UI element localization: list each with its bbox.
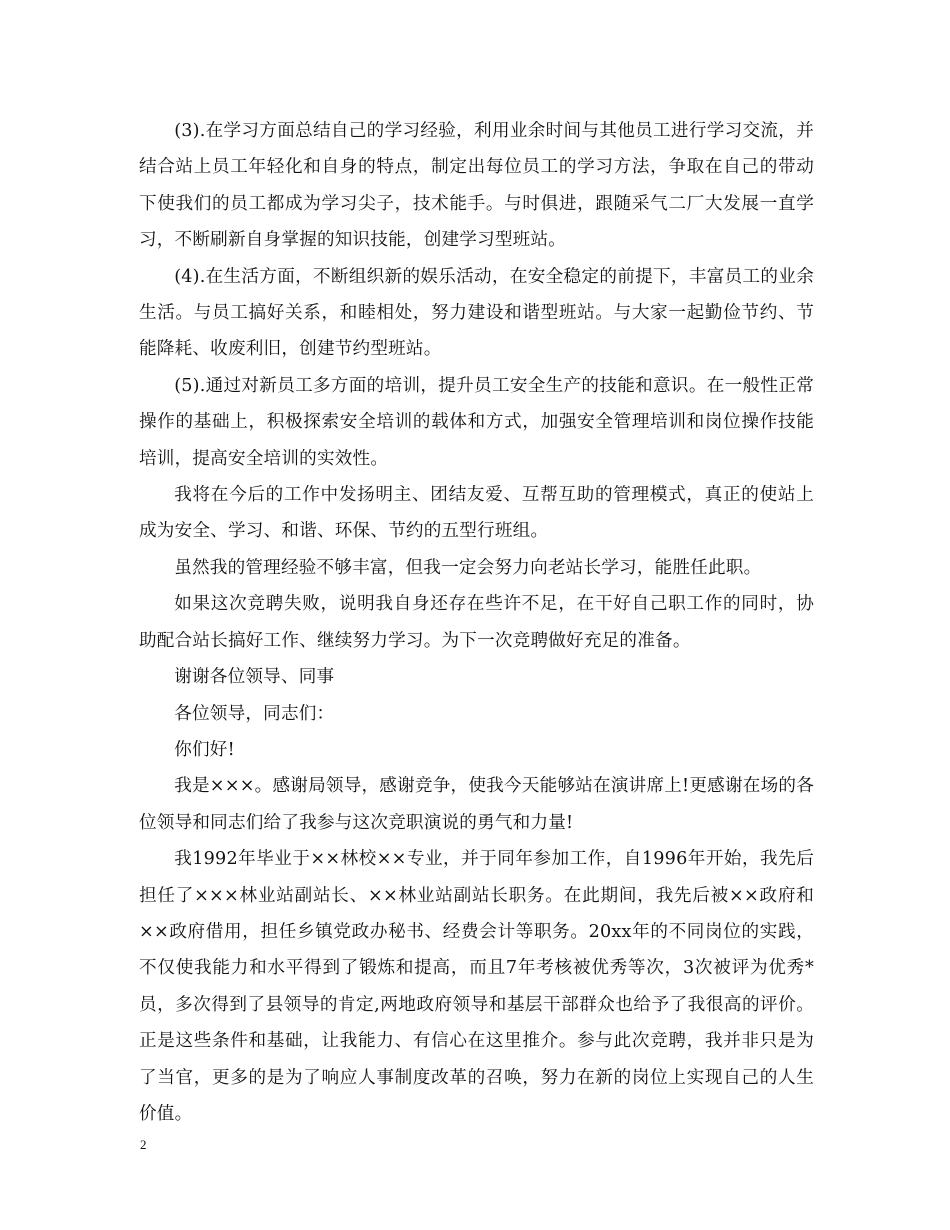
paragraph-salutation: 各位领导，同志们： — [174, 703, 335, 724]
paragraph-training-plan: (5).通过对新员工多方面的培训，提升员工安全生产的技能和意识。在一般性正常操作的基础上，积极探索安全培训的载体和方式，加强安全管理培训和岗位操作技能培训，提高安全培训的实效性。 — [139, 375, 814, 469]
paragraph-life-plan: (4).在生活方面，不断组织新的娱乐活动，在安全稳定的前提下，丰富员工的业余生活。与员工搞好关系，和睦相处，努力建设和谐型班站。与大家一起勤俭节约、节能降耗、收废利旧，创建节约型班站。 — [139, 266, 814, 360]
paragraph-thanks: 谢谢各位领导、同事 — [174, 667, 335, 688]
document-body — [139, 113, 814, 1132]
paragraph-management-mode: 我将在今后的工作中发扬明主、团结友爱、互帮互助的管理模式，真正的使站上成为安全、学习、和谐、环保、节约的五型行班组。 — [139, 485, 814, 542]
paragraph-career-history: 我1992年毕业于××林校××专业，并于同年参加工作，自1996年开始，我先后担任了×××林业站副站长、××林业站副站长职务。在此期间，我先后被××政府和××政府借用，担任乡镇党政办秘书、经费会计等职务。20xx年的不同岗位的实践，不仅使我能力和水平得到了锻炼和提高，而且7年考核被优秀等次，3次被评为优秀*员，多次得到了县领导的肯定,两地政府领导和基层干部群众也给予了我很高的评价。正是这些条件和基础，让我能力、有信心在这里推介。参与此次竞聘，我并非只是为了当官，更多的是为了响应人事制度改革的召唤，努力在新的岗位上实现自己的人生价值。 — [139, 849, 814, 1124]
paragraph-greeting: 你们好! — [174, 739, 235, 760]
paragraph-self-introduction: 我是×××。感谢局领导，感谢竞争，使我今天能够站在演讲席上!更感谢在场的各位领导和同志们给了我参与这次竞职演说的勇气和力量! — [139, 776, 814, 833]
page-number: 2 — [140, 1137, 147, 1152]
paragraph-experience: 虽然我的管理经验不够丰富，但我一定会努力向老站长学习，能胜任此职。 — [174, 557, 762, 578]
paragraph-if-fail: 如果这次竞聘失败，说明我自身还存在些许不足，在干好自己职工作的同时，协助配合站长搞好工作、继续努力学习。为下一次竞聘做好充足的准备。 — [139, 594, 814, 651]
paragraph-study-plan: (3).在学习方面总结自己的学习经验，利用业余时间与其他员工进行学习交流，并结合站上员工年轻化和自身的特点，制定出每位员工的学习方法，争取在自己的带动下使我们的员工都成为学习尖子，技术能手。与时俱进，跟随采气二厂大发展一直学习，不断刷新自身掌握的知识技能，创建学习型班站。 — [139, 121, 814, 251]
